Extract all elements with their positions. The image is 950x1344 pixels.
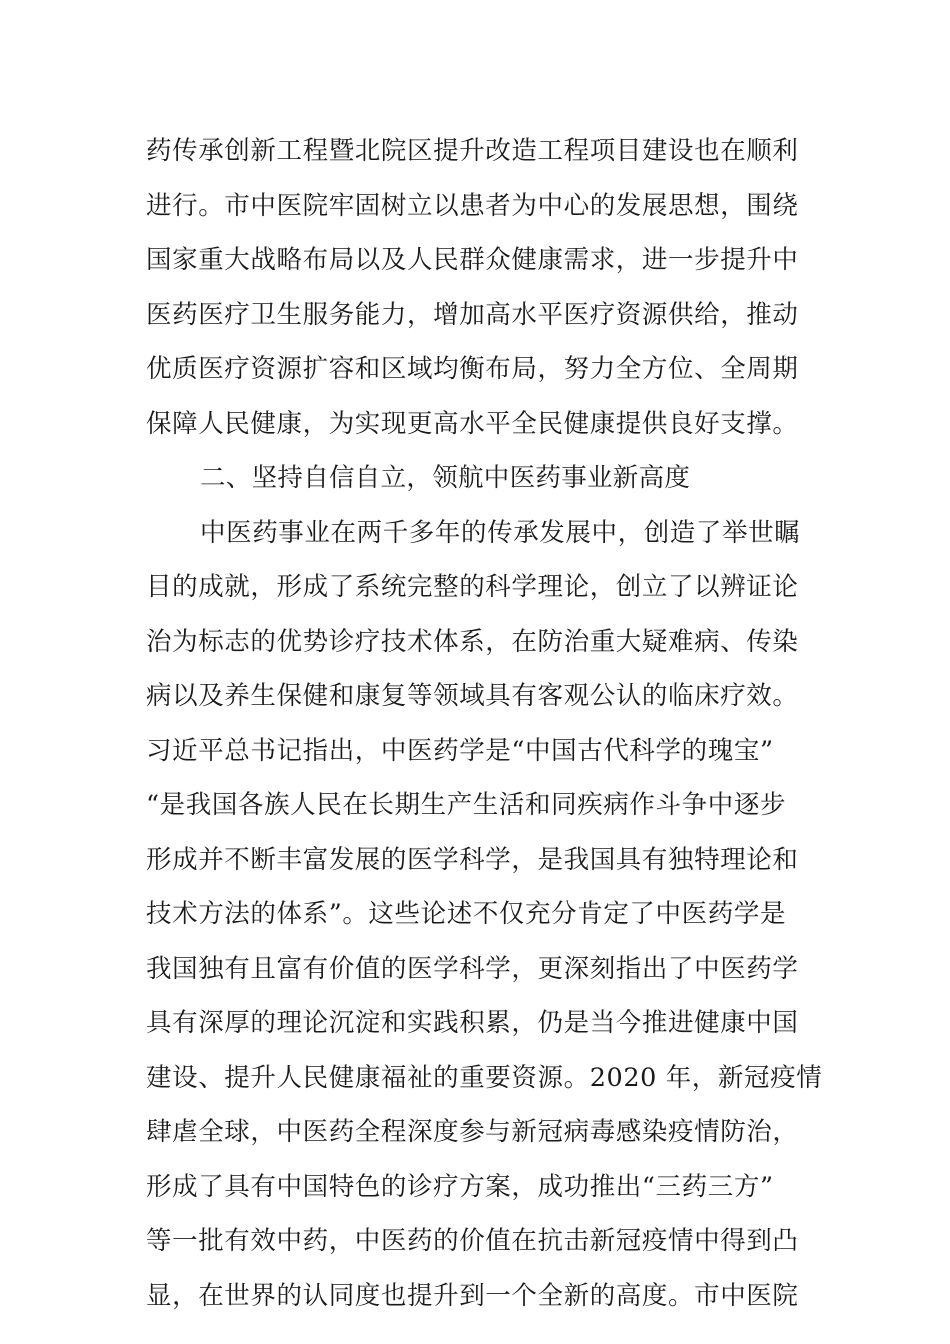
- paragraph-line: 国家重大战略布局以及人民群众健康需求，进一步提升中: [146, 245, 799, 275]
- paragraph-line: 显，在世界的认同度也提升到一个全新的高度。市中医院: [146, 1280, 799, 1311]
- paragraph-line: 具有深厚的理论沉淀和实践积累，仍是当今推进健康中国: [146, 1008, 799, 1038]
- paragraph-line: 目的成就，形成了系统完整的科学理论，创立了以辨证论: [146, 572, 799, 602]
- paragraph-line: 优质医疗资源扩容和区域均衡布局，努力全方位、全周期: [146, 354, 799, 384]
- paragraph-line: 形成了具有中国特色的诊疗方案，成功推出“三药三方”: [146, 1171, 774, 1202]
- paragraph-line: 肆虐全球，中医药全程深度参与新冠病毒感染疫情防治，: [146, 1117, 799, 1147]
- body-text: [146, 124, 823, 1323]
- paragraph-line: 保障人民健康，为实现更高水平全民健康提供良好支撑。: [146, 408, 799, 439]
- paragraph-line: 习近平总书记指出，中医药学是“中国古代科学的瑰宝”: [146, 735, 774, 766]
- paragraph-line: 治为标志的优势诊疗技术体系，在防治重大疑难病、传染: [146, 626, 799, 657]
- paragraph-line: 形成并不断丰富发展的医学科学，是我国具有独特理论和: [146, 844, 799, 875]
- paragraph-line: 药传承创新工程暨北院区提升改造工程项目建设也在顺利: [146, 136, 799, 166]
- paragraph-line: 医药医疗卫生服务能力，增加高水平医疗资源供给，推动: [146, 299, 799, 330]
- paragraph-line: 技术方法的体系”。这些论述不仅充分肯定了中医药学是: [146, 899, 787, 929]
- section-heading: 二、坚持自信自立，领航中医药事业新高度: [200, 463, 691, 493]
- paragraph-line: 我国独有且富有价值的医学科学，更深刻指出了中医药学: [146, 953, 799, 984]
- paragraph-line: 中医药事业在两千多年的传承发展中，创造了举世瞩: [200, 517, 801, 548]
- paragraph-line: 进行。市中医院牢固树立以患者为中心的发展思想，围绕: [146, 190, 799, 221]
- paragraph-line: 等一批有效中药，中医药的价值在抗击新冠疫情中得到凸: [146, 1226, 799, 1256]
- paragraph-line: “是我国各族人民在长期生产生活和同疾病作斗争中逐步: [146, 790, 787, 820]
- paragraph-line: 建设、提升人民健康福祉的重要资源。2020 年，新冠疫情: [146, 1062, 823, 1093]
- paragraph-line: 病以及养生保健和康复等领域具有客观公认的临床疗效。: [146, 681, 799, 711]
